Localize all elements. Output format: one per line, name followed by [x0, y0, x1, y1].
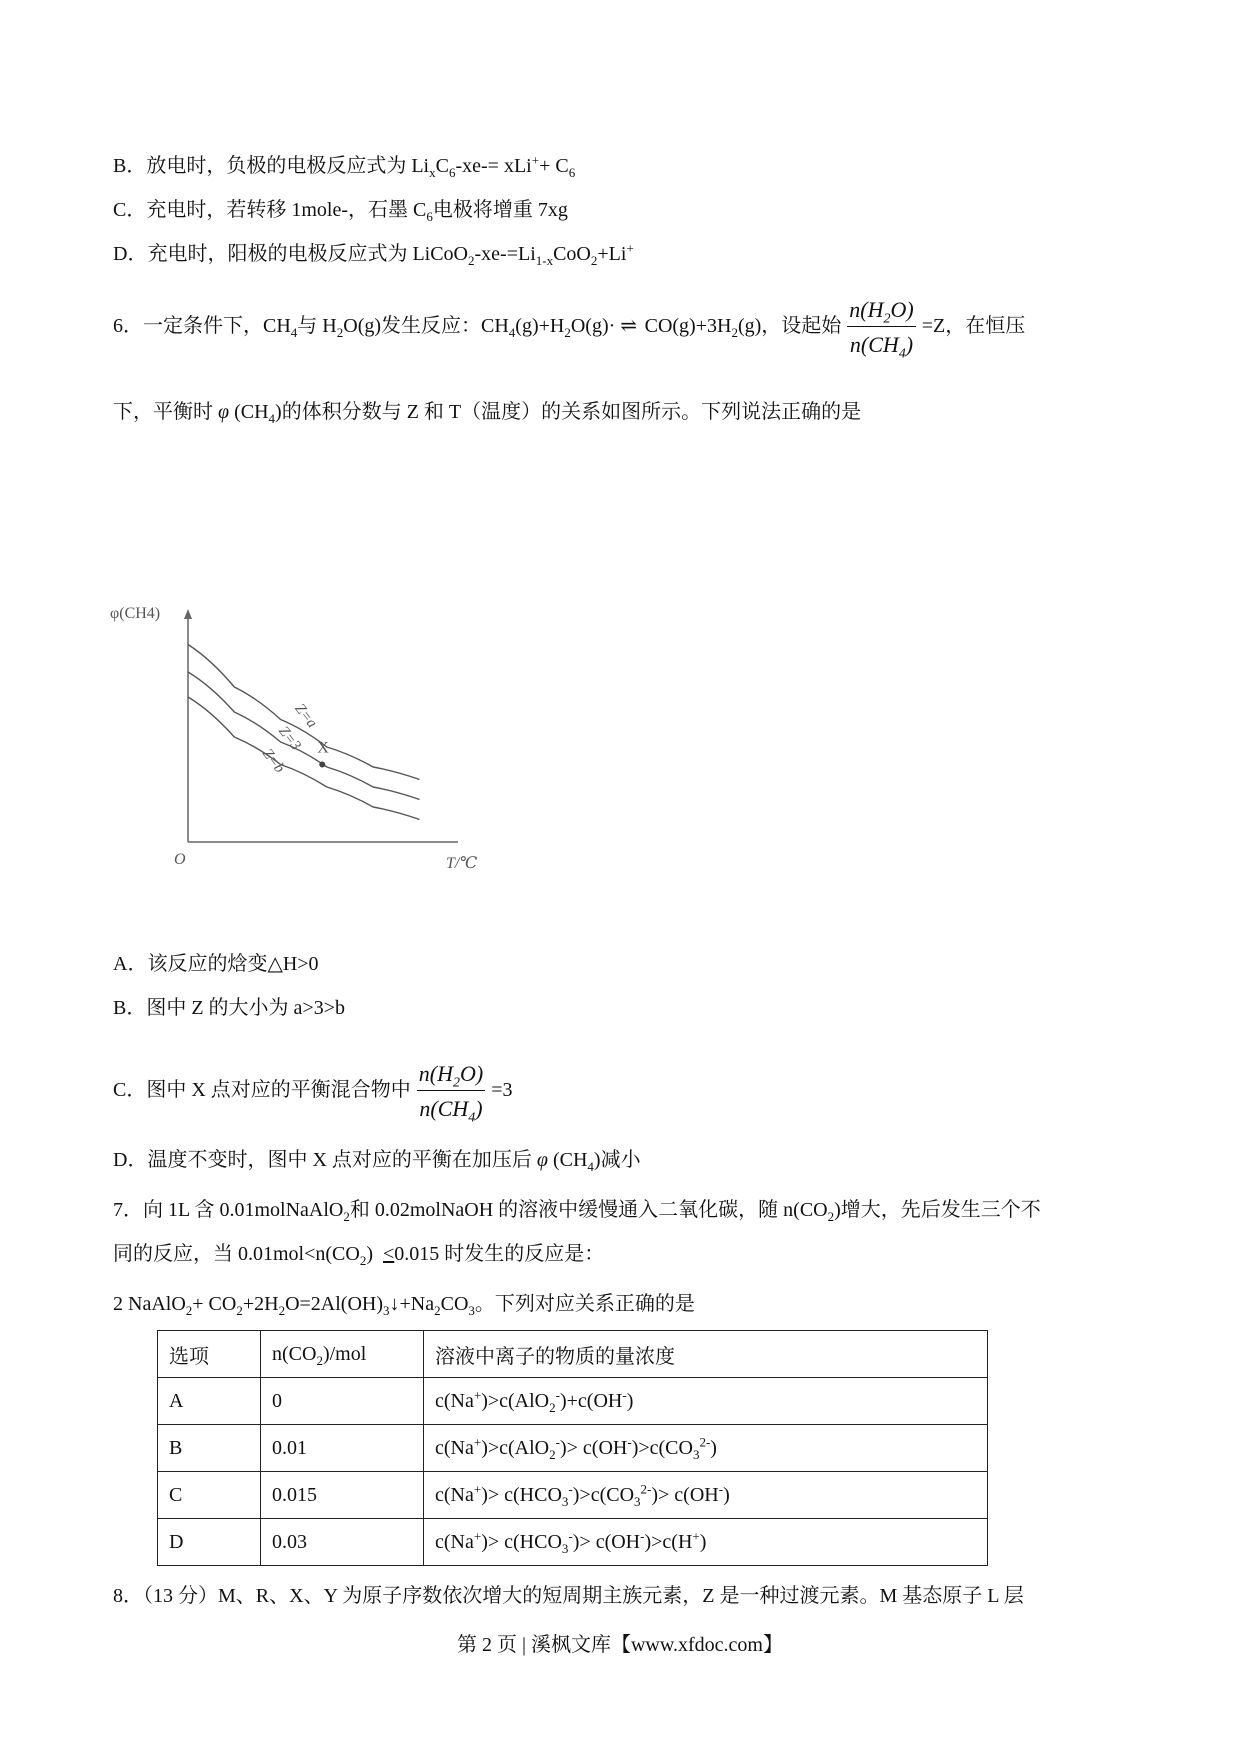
q5-option-d: D．充电时，阳极的电极反应式为 $LiCoO_2-xe-=Li_{1-x}CoO_2+Li^+$ [113, 240, 634, 268]
q7-stem-line3: 2 NaAlO$_2$+ $CO_2+2H_2O=2Al(OH)_3↓+Na_2CO_3$。下列对应关系正确的是 [113, 1293, 695, 1318]
q7-stem-line1: 7．向 1L 含 0.01molNaAlO$_2$和 0.02molNaOH 的溶液中缓慢通入二氧化碳，随 $n(CO_2)$增大，先后发生三个不 [113, 1199, 1041, 1224]
table-cell: $c(Na^+)> c(HCO_3^-)>c(CO_3^{2-})> c(OH^-)$ [424, 1472, 988, 1519]
table-row [158, 1472, 988, 1519]
table-cell: B [158, 1425, 261, 1472]
table-cell: 0.01 [261, 1425, 424, 1472]
q6-option-c: C．图中 X 点对应的平衡混合物中 $\frac{n(H_2O)}{n(CH_4)}$ =3 [113, 1061, 513, 1126]
series-line-z-3 [188, 672, 419, 800]
table-cell: 0.03 [261, 1519, 424, 1566]
ratio-fraction-c: $\frac{n(H_2O)}{n(CH_4)}$ [418, 1061, 484, 1126]
table-header-cell: 选项 [158, 1331, 261, 1378]
series-label: Z=a [291, 700, 320, 732]
q5-option-b: B．放电时，负极的电极反应式为 $Li_xC_6-xe-= xLi^++ C_6$ [113, 152, 576, 180]
table-cell: c(Na+)>c(AlO$_2$-)+c(OH-) [424, 1378, 988, 1425]
series-label: Z=3 [275, 723, 304, 754]
table-cell: A [158, 1378, 261, 1425]
series-label: Z=b [258, 745, 288, 777]
chart-axes [184, 609, 458, 842]
phi-ch4-temperature-chart [108, 594, 478, 894]
q6-option-d: D．温度不变时，图中 X 点对应的平衡在加压后 φ $(CH_4)$减小 [113, 1149, 641, 1174]
table-cell: C [158, 1472, 261, 1519]
q7-stem-line2: 同的反应，当 $0.01mol<n(CO_2) <0.015$ 时发生的反应是： [113, 1243, 605, 1268]
q6-option-a: A．该反应的焓变△H>0 [113, 953, 319, 975]
table-cell: D [158, 1519, 261, 1566]
table-row [158, 1378, 988, 1425]
q6-option-b: B．图中 Z 的大小为 a>3>b [113, 997, 345, 1019]
equilibrium-arrow-icon: · ⇌ [608, 315, 638, 338]
q8-stem: 8．（13 分）M、R、X、Y 为原子序数依次增大的短周期主族元素，Z 是一种过渡元素。M 基态原子 L 层 [113, 1585, 1024, 1607]
point-x-marker [319, 762, 325, 768]
x-axis-label: T/℃ [446, 855, 478, 872]
q5-option-c: C．充电时，若转移 1mole-，石墨 $C_6$电极将增重 7xg [113, 199, 568, 224]
y-axis-label: φ(CH4) [110, 605, 161, 622]
q6-stem-line2: 下，平衡时 φ $(CH_4)$的体积分数与 Z 和 T（温度）的关系如图所示。下列说法正确的是 [113, 401, 862, 426]
page-footer: 第 2 页 | 溪枫文库【www.xfdoc.com】 [456, 1634, 783, 1656]
table-row [158, 1519, 988, 1566]
table-cell: 0.015 [261, 1472, 424, 1519]
table-cell: 0 [261, 1378, 424, 1425]
point-x-label: X [317, 739, 329, 757]
table-header-row [158, 1331, 988, 1378]
ratio-fraction: $\frac{n(H_2O)}{n(CH_4)}$ [849, 297, 914, 362]
table-header-cell: $n(CO_2)$/mol [261, 1331, 424, 1378]
table-cell: $c(Na^+)> c(HCO_3^-)> c(OH^-)>c(H^+)$ [424, 1519, 988, 1566]
q6-stem-line1: 6．一定条件下，$CH_4$与 $H_2O(g)$发生反应：$CH_4(g)+H_2O(g)\cdot$ $\rightleftharpoons CO(g)+3H_2(g)$，设起始 $\frac{n(H_2O)}{n(CH_4)}$ =Z，在恒压 [113, 297, 1026, 362]
q7-options-table [157, 1330, 988, 1566]
table-header-cell: 溶液中离子的物质的量浓度 [424, 1331, 988, 1378]
table-cell: $c(Na^+)>c(AlO_2^-)> c(OH^-)>c(CO_3^{2-})$ [424, 1425, 988, 1472]
y-axis-arrow-icon [184, 609, 192, 619]
origin-label: O [174, 851, 186, 868]
table-row [158, 1425, 988, 1472]
